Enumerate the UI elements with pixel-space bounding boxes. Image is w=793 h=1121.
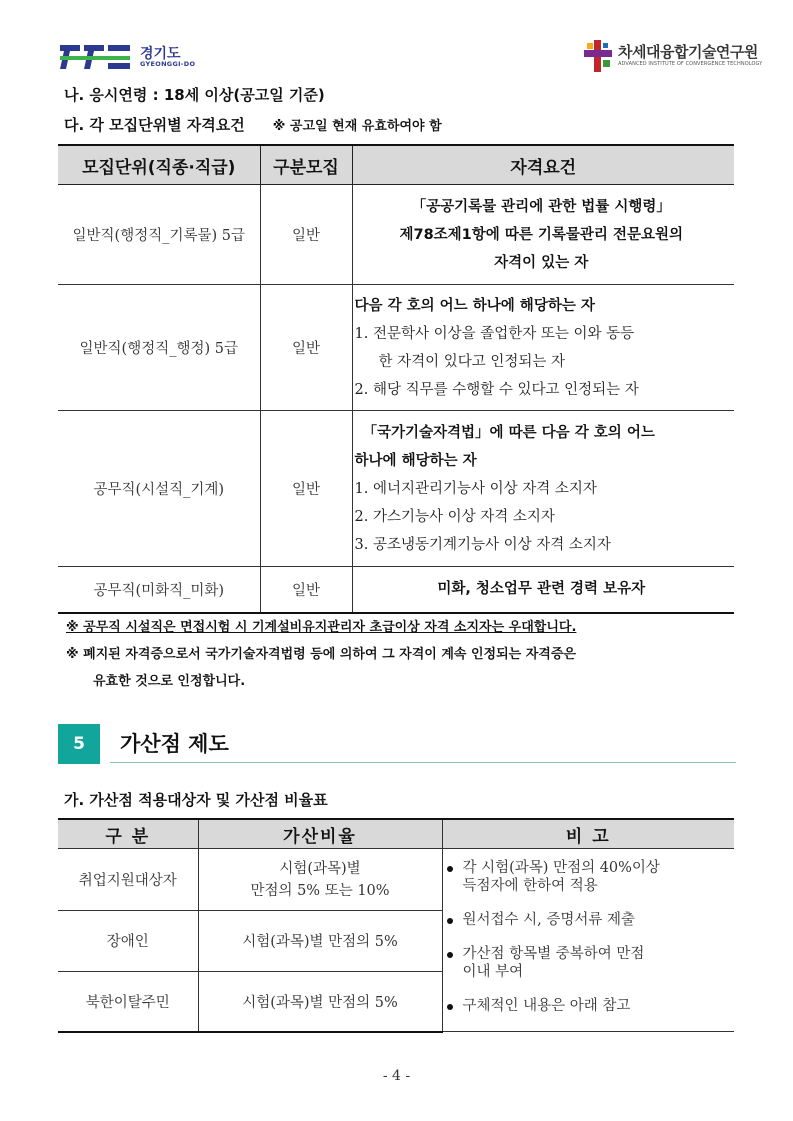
aict-logo: [584, 40, 763, 74]
qualification-heading-label: 다. 각 모집단위별 자격요건: [64, 116, 245, 134]
gyeonggi-logo-mark-icon: [60, 42, 132, 70]
section-number-badge: 5: [58, 724, 100, 764]
notes-cell: [442, 849, 734, 1032]
qualification-table: [58, 144, 734, 614]
unit-cell: 일반직(행정직_행정) 5급: [58, 285, 260, 411]
type-cell: 일반: [260, 411, 352, 567]
type-cell: 일반: [260, 285, 352, 411]
requirement-line: 제78조제1항에 따른 기록물관리 전문요원의: [399, 226, 684, 243]
requirement-item: 1. 전문학사 이상을 졸업한자 또는 이와 동등: [354, 325, 635, 342]
gyeonggi-logo-subtext: GYEONGGI-DO: [140, 60, 196, 68]
note-item: 구체적인 내용은 아래 참고: [447, 997, 729, 1015]
target-cell: 북한이탈주민: [58, 971, 198, 1031]
footnote-line: ※ 공무직 시설직은 면접시험 시 기계설비유지관리자 초급이상 자격 소지자는 우대합니다.: [66, 620, 577, 635]
bonus-table-heading: 가. 가산점 적용대상자 및 가산점 비율표: [64, 791, 328, 809]
requirements-cell: [352, 411, 734, 567]
table-row: [58, 411, 734, 567]
aict-logo-text: 차세대융합기술연구원: [618, 43, 758, 61]
page-number: - 4 -: [382, 1068, 411, 1084]
column-header-category: 구 분: [58, 819, 198, 849]
ratio-cell: [198, 849, 442, 911]
bullet-icon: [447, 918, 453, 924]
column-header-ratio: 가산비율: [198, 819, 442, 849]
aict-logo-mark-icon: [584, 40, 614, 72]
requirements-cell: [352, 285, 734, 411]
column-header-notes: 비 고: [442, 819, 734, 849]
section-divider: [110, 762, 736, 763]
unit-cell: 일반직(행정직_기록물) 5급: [58, 185, 260, 285]
column-header-requirements: 자격요건: [352, 145, 734, 185]
table-row: [58, 285, 734, 411]
ratio-line: 만점의 5% 또는 10%: [250, 882, 390, 899]
table-row: [58, 567, 734, 613]
ratio-cell: 시험(과목)별 만점의 5%: [198, 971, 442, 1031]
note-item: 원서접수 시, 증명서류 제출: [447, 911, 729, 929]
requirements-cell: 미화, 청소업무 관련 경력 보유자: [352, 567, 734, 613]
requirement-title: 다음 각 호의 어느 하나에 해당하는 자: [354, 297, 595, 314]
ratio-cell: 시험(과목)별 만점의 5%: [198, 911, 442, 971]
bonus-points-table: [58, 818, 734, 1033]
table-header-row: [58, 145, 734, 185]
bullet-icon: [447, 952, 453, 958]
column-header-unit: 모집단위(직종·직급): [58, 145, 260, 185]
table-row: [58, 849, 734, 911]
requirement-title: 하나에 해당하는 자: [354, 452, 477, 469]
footnote-line: ※ 폐지된 자격증으로서 국가기술자격법령 등에 의하여 그 자격이 계속 인정되는 자격증은: [66, 647, 576, 662]
requirement-item: 2. 가스기능사 이상 자격 소지자: [354, 508, 555, 525]
age-requirement-heading: 나. 응시연령 : 18세 이상(공고일 기준): [64, 86, 325, 104]
table-header-row: [58, 819, 734, 849]
target-cell: 장애인: [58, 911, 198, 971]
bullet-icon: [447, 866, 453, 872]
footnote: [66, 614, 746, 695]
footnote-line: 유효한 것으로 인정합니다.: [93, 674, 246, 689]
unit-cell: 공무직(미화직_미화): [58, 567, 260, 613]
requirement-item: 1. 에너지관리기능사 이상 자격 소지자: [354, 480, 597, 497]
table-row: [58, 185, 734, 285]
requirement-item-continued: 한 자격이 있다고 인정되는 자: [378, 353, 566, 370]
gyeonggi-logo: [60, 42, 200, 72]
type-cell: 일반: [260, 185, 352, 285]
note-item: 가산점 항목별 중복하여 만점 이내 부여: [447, 945, 729, 981]
qualification-heading: [64, 114, 442, 135]
requirement-item: 2. 해당 직무를 수행할 수 있다고 인정되는 자: [354, 381, 639, 398]
aict-logo-subtext: ADVANCED INSTITUTE OF CONVERGENCE TECHNOLOGY: [618, 61, 763, 67]
requirement-line: 자격이 있는 자: [494, 254, 589, 271]
unit-cell: 공무직(시설직_기계): [58, 411, 260, 567]
column-header-type: 구분모집: [260, 145, 352, 185]
requirement-item: 3. 공조냉동기계기능사 이상 자격 소지자: [354, 536, 611, 553]
requirements-cell: [352, 185, 734, 285]
requirement-title: 「국가기술자격법」에 따른 다음 각 호의 어느: [362, 424, 655, 441]
section-title: 가산점 제도: [120, 732, 229, 756]
ratio-line: 시험(과목)별: [279, 860, 361, 877]
qualification-heading-note: ※ 공고일 현재 유효하여야 함: [272, 119, 442, 134]
note-item: 각 시험(과목) 만점의 40%이상 득점자에 한하여 적용: [447, 859, 729, 895]
gyeonggi-logo-text: 경기도: [140, 46, 181, 62]
bullet-icon: [447, 1004, 453, 1010]
target-cell: 취업지원대상자: [58, 849, 198, 911]
requirement-line: 「공공기록물 관리에 관한 법률 시행령」: [411, 198, 671, 215]
type-cell: 일반: [260, 567, 352, 613]
